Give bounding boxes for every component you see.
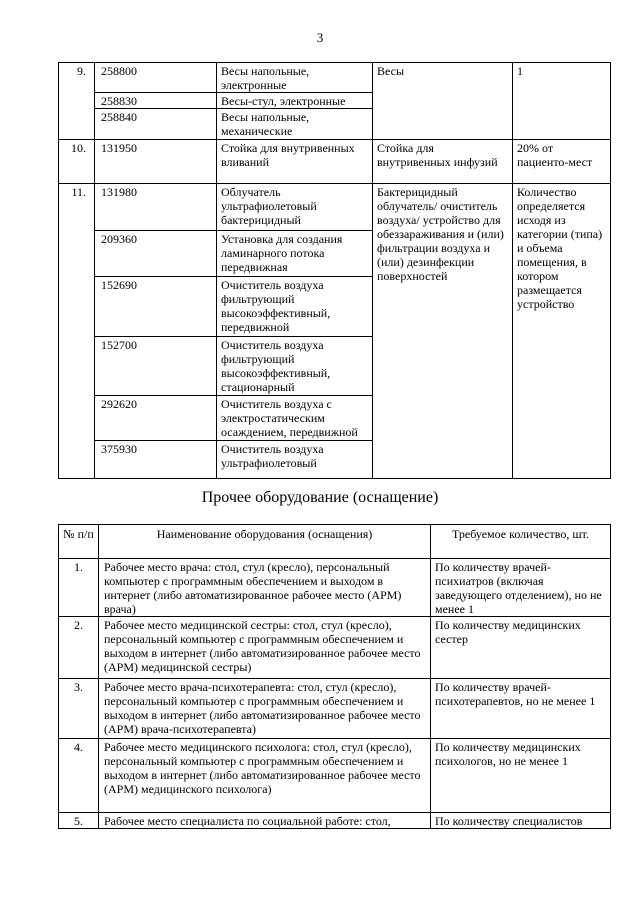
table-row [59,739,611,813]
row-number: 5. [59,813,99,829]
row-number: 9. [59,63,95,140]
equipment-table [58,62,611,479]
equipment-name: Рабочее место врача-психотерапевта: стол, стул (кресло), персональный компьютер с программным обеспечением и выходом в интернет (либо автоматизированное рабочее место (АРМ) врача-психотерапевта) [99,679,431,739]
required-quantity: По количеству врачей-психотерапевтов, но не менее 1 [431,679,611,739]
item-name: Очиститель воздуха ультрафиолетовый [217,441,373,479]
item-name: Стойка для внутривенных вливаний [217,140,373,184]
other-equipment-table [58,524,611,829]
equipment-name: Рабочее место специалиста по социальной работе: стол, [99,813,431,829]
item-code: 131980 [95,184,217,231]
table-row [59,617,611,679]
item-code: 258800 [95,63,217,93]
item-name: Весы напольные, электронные [217,63,373,93]
item-code: 131950 [95,140,217,184]
required-quantity: 20% от пациенто-мест [513,140,611,184]
header-quantity: Требуемое количество, шт. [431,525,611,559]
item-name: Весы-стул, электронные [217,93,373,109]
item-name: Очиститель воздуха фильтрующий высокоэффективный, стационарный [217,337,373,396]
section-title: Прочее оборудование (оснащение) [201,489,439,506]
required-quantity: 1 [513,63,611,140]
item-name: Очиститель воздуха фильтрующий высокоэффективный, передвижной [217,277,373,337]
item-code: 258830 [95,93,217,109]
table-row [59,140,611,184]
row-number: 10. [59,140,95,184]
row-number: 2. [59,617,99,679]
item-code: 152700 [95,337,217,396]
equipment-name: Рабочее место медицинской сестры: стол, стул (кресло), персональный компьютер с программным обеспечением и выходом в интернет (либо автоматизированное рабочее место (АРМ) медицинской сестры) [99,617,431,679]
equipment-type: Весы [373,63,513,140]
item-name: Весы напольные, механические [217,109,373,140]
item-code: 375930 [95,441,217,479]
item-name: Облучатель ультрафиолетовый бактерицидный [217,184,373,231]
row-number: 3. [59,679,99,739]
required-quantity: По количеству медицинских сестер [431,617,611,679]
equipment-type: Бактерицидный облучатель/ очиститель воздуха/ устройство для обеззараживания и (или) фильтрации воздуха и (или) дезинфекции поверхностей [373,184,513,479]
row-number: 1. [59,559,99,617]
table-row [59,813,611,829]
row-number: 4. [59,739,99,813]
item-code: 292620 [95,396,217,441]
equipment-name: Рабочее место врача: стол, стул (кресло), персональный компьютер с программным обеспечением и выходом в интернет (либо автоматизированное рабочее место (АРМ) врача) [99,559,431,617]
required-quantity: По количеству медицинских психологов, но не менее 1 [431,739,611,813]
table-row [59,559,611,617]
row-number: 11. [59,184,95,479]
item-code: 152690 [95,277,217,337]
table-row [59,63,611,93]
equipment-type: Стойка для внутривенных инфузий [373,140,513,184]
required-quantity: Количество определяется исходя из категории (типа) и объема помещения, в котором размещается устройство [513,184,611,479]
header-name: Наименование оборудования (оснащения) [99,525,431,559]
item-code: 209360 [95,231,217,277]
table-header-row [59,525,611,559]
equipment-name: Рабочее место медицинского психолога: стол, стул (кресло), персональный компьютер с программным обеспечением и выходом в интернет (либо автоматизированное рабочее место (АРМ) медицинского психолога) [99,739,431,813]
item-code: 258840 [95,109,217,140]
item-name: Установка для создания ламинарного потока передвижная [217,231,373,277]
header-number: № п/п [59,525,99,559]
page-number: 3 [316,30,324,45]
table-row [59,184,611,231]
required-quantity: По количеству врачей-психиатров (включая заведующего отделением), но не менее 1 [431,559,611,617]
required-quantity: По количеству специалистов [431,813,611,829]
item-name: Очиститель воздуха с электростатическим осаждением, передвижной [217,396,373,441]
table-row [59,679,611,739]
